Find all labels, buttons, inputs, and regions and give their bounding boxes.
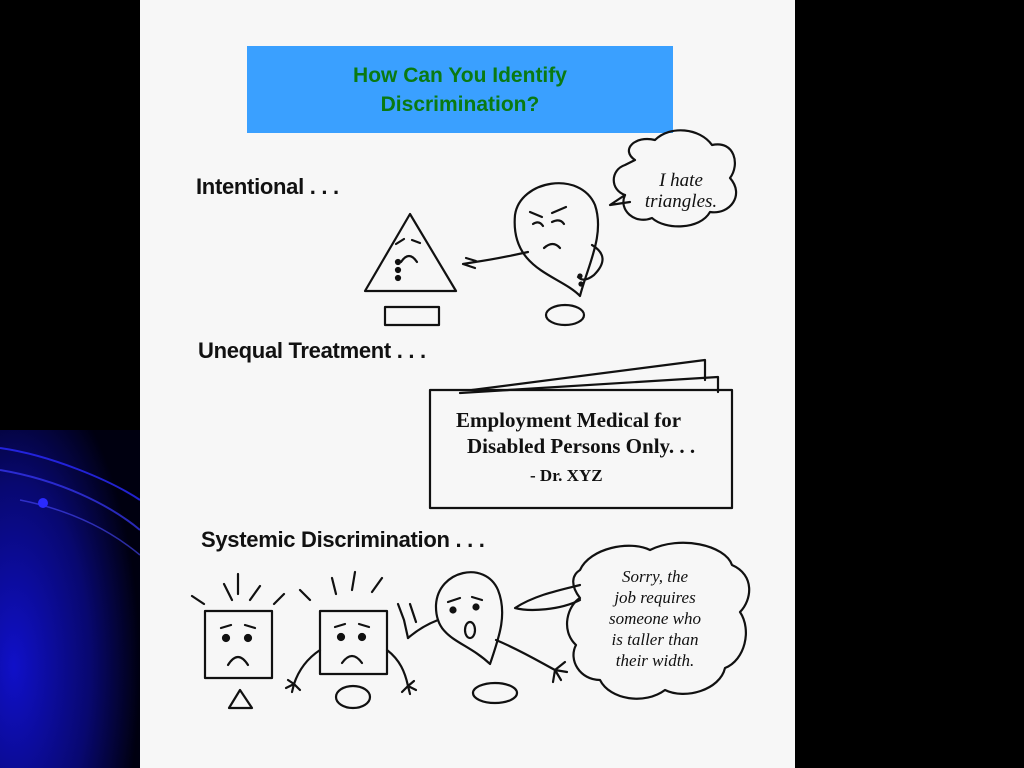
speech-line: is taller than xyxy=(611,630,699,649)
speech-line: I hate xyxy=(659,170,703,191)
worried-square-figure-1 xyxy=(192,574,284,708)
speech-line: job requires xyxy=(614,588,696,607)
decorative-swoosh xyxy=(0,0,140,768)
heading-unequal-treatment: Unequal Treatment . . . xyxy=(198,338,426,363)
title-line-1: How Can You Identify xyxy=(353,63,567,87)
speech-bubble-systemic xyxy=(585,566,725,671)
worried-square-figure-2 xyxy=(286,572,416,708)
worksheet-page xyxy=(140,0,795,768)
heading-intentional: Intentional . . . xyxy=(196,174,339,199)
notice-signature: - Dr. XYZ xyxy=(530,466,603,485)
speech-line: someone who xyxy=(608,609,702,628)
sad-triangle-figure xyxy=(365,214,456,325)
speech-line: Sorry, the xyxy=(621,567,689,586)
speech-line: their width. xyxy=(615,651,695,670)
angry-drop-figure xyxy=(463,130,736,325)
heading-systemic-discrimination: Systemic Discrimination . . . xyxy=(201,527,485,552)
notice-line-2: Disabled Persons Only. . . xyxy=(467,434,696,458)
notice-line-1: Employment Medical for xyxy=(456,408,682,432)
speech-bubble-intentional xyxy=(626,170,736,212)
speech-line: triangles. xyxy=(644,191,718,212)
title-line-2: Discrimination? xyxy=(380,92,540,116)
